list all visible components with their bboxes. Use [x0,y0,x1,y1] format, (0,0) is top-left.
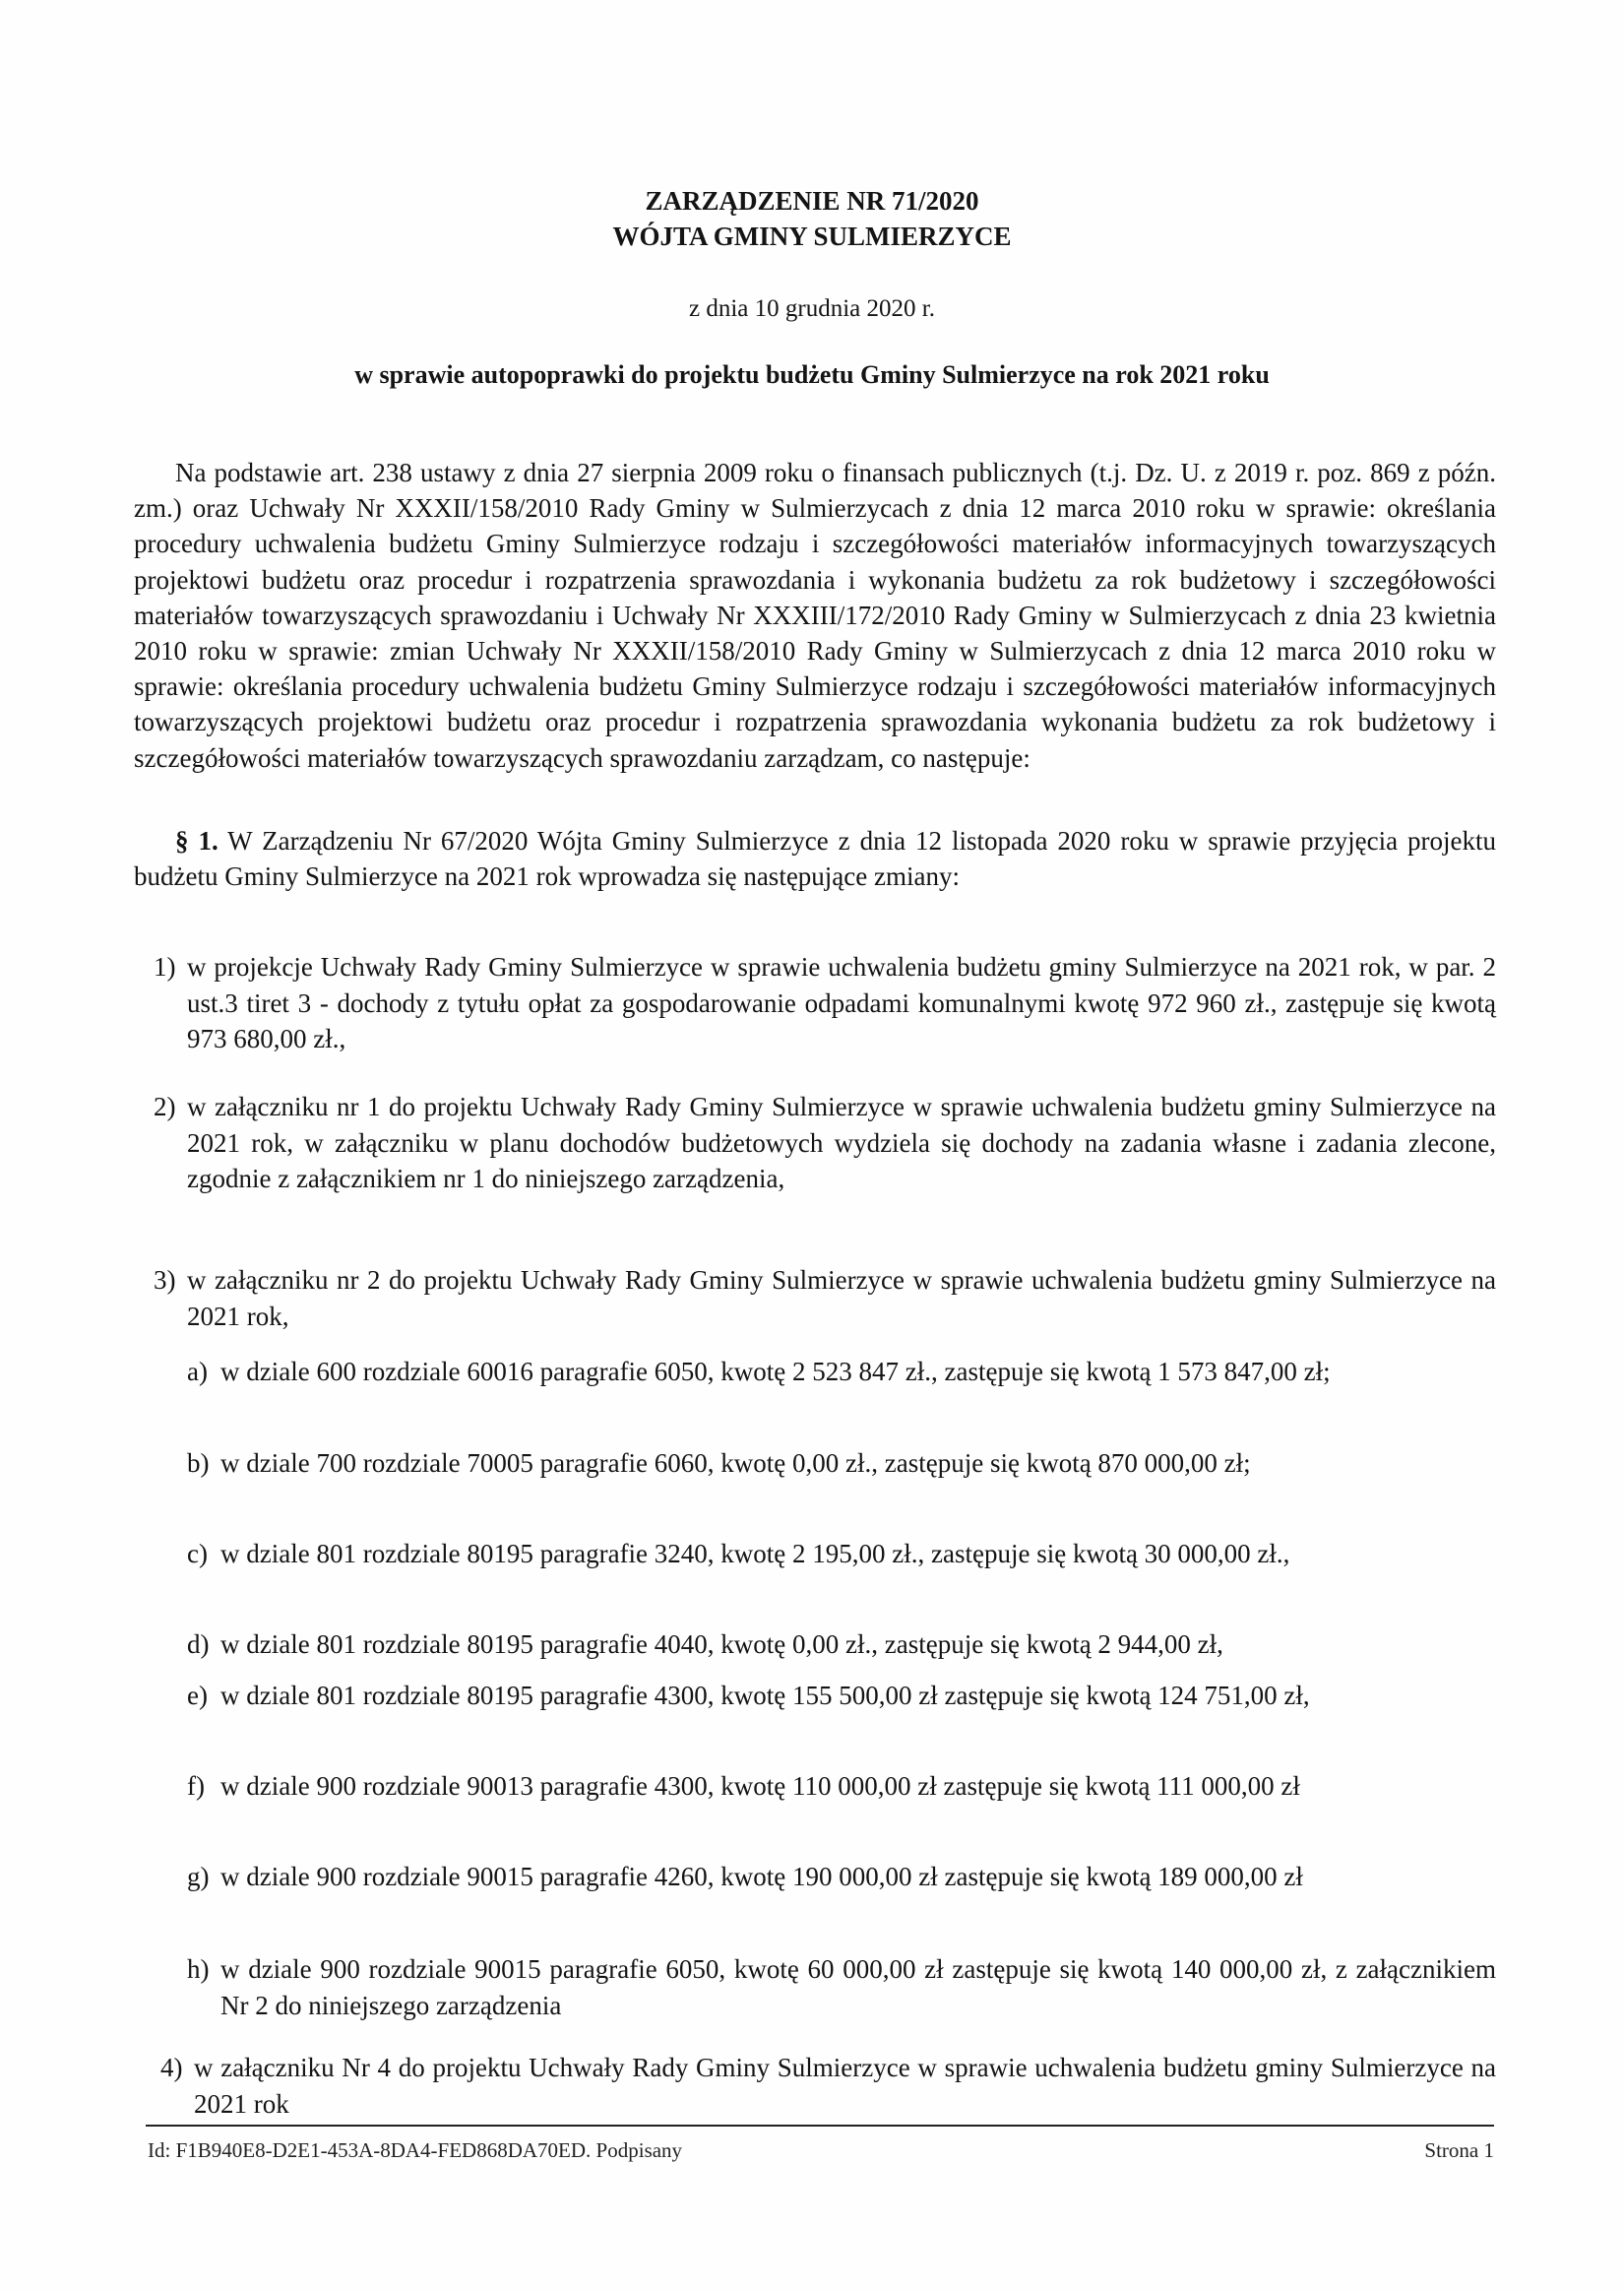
footer-page-number: Strona 1 [1424,2138,1494,2162]
list-item-number: 2) [154,1092,176,1121]
footer-divider [146,2125,1494,2127]
sub-list-item-letter: h) [187,1954,210,1984]
sub-list-item-text: w dziale 700 rozdziale 70005 paragrafie 6060, kwotę 0,00 zł., zastępuje się kwotą 870 000,00 zł; [220,1448,1251,1478]
sub-list-item-text: w dziale 600 rozdziale 60016 paragrafie 6050, kwotę 2 523 847 zł., zastępuje się kwotą 1 573 847,00 zł; [220,1357,1331,1386]
list-item-text: w załączniku Nr 4 do projektu Uchwały Rady Gminy Sulmierzyce w sprawie uchwalenia budżetu gminy Sulmierzyce na 2021 rok [194,2053,1496,2119]
sub-list-item [187,1536,1496,1572]
list-item [154,949,1496,1057]
list-item-number: 4) [160,2053,183,2082]
title-line-2: WÓJTA GMINY SULMIERZYCE [612,222,1012,251]
sub-list-item [187,1768,1496,1805]
list-item [154,1262,1496,1334]
list-item-number: 3) [154,1265,176,1295]
sub-list-item-text: w dziale 900 rozdziale 90015 paragrafie 6050, kwotę 60 000,00 zł zastępuje się kwotą 140 000,00 zł, z załącznikiem Nr 2 do niniejszego zarządzenia [220,1954,1496,2020]
sub-list-item-letter: g) [187,1862,210,1891]
sub-list-item-text: w dziale 801 rozdziale 80195 paragrafie 3240, kwotę 2 195,00 zł., zastępuje się kwotą 30 000,00 zł., [220,1539,1290,1568]
title-line-1: ZARZĄDZENIE NR 71/2020 [645,186,979,216]
sub-list-item [187,1626,1496,1663]
list-item-text: w projekcje Uchwały Rady Gminy Sulmierzyce w sprawie uchwalenia budżetu gminy Sulmierzyce na 2021 rok, w par. 2 ust.3 tiret 3 - dochody z tytułu opłat za gospodarowanie odpadami komunalnymi kwotę 972 960 zł., zastępuje się kwotą 973 680,00 zł., [187,952,1496,1053]
list-item-number: 1) [154,952,176,982]
sub-list-item-letter: e) [187,1681,208,1710]
footer-document-id: Id: F1B940E8-D2E1-453A-8DA4-FED868DA70ED. Podpisany [148,2138,683,2162]
section-1-label: § 1. [175,826,219,856]
sub-list-item-letter: b) [187,1448,210,1478]
sub-list-item [187,1678,1496,1714]
section-1-paragraph [134,823,1496,894]
sub-list-item-letter: c) [187,1539,208,1568]
list-item [160,2050,1496,2122]
sub-list-item-text: w dziale 801 rozdziale 80195 paragrafie 4040, kwotę 0,00 zł., zastępuje się kwotą 2 944,00 zł, [220,1629,1223,1659]
legal-basis-paragraph: Na podstawie art. 238 ustawy z dnia 27 sierpnia 2009 roku o finansach publicznych (t.j. Dz. U. z 2019 r. poz. 869 z późn. zm.) oraz Uchwały Nr XXXII/158/2010 Rady Gminy w Sulmierzycach z dnia 12 marca 2010 roku w sprawie: określania procedury uchwalenia budżetu Gminy Sulmierzyce rodzaju i szczegółowości materiałów informacyjnych towarzyszących projektowi budżetu oraz procedur i rozpatrzenia sprawozdania i wykonania budżetu za rok budżetowy i szczegółowości materiałów towarzyszących sprawozdaniu i Uchwały Nr XXXIII/172/2010 Rady Gminy w Sulmierzycach z dnia 23 kwietnia 2010 roku w sprawie: zmian Uchwały Nr XXXII/158/2010 Rady Gminy w Sulmierzycach z dnia 12 marca 2010 roku w sprawie: określania procedury uchwalenia budżetu Gminy Sulmierzyce rodzaju i szczegółowości materiałów informacyjnych towarzyszących projektowi budżetu oraz procedur i rozpatrzenia sprawozdania wykonania budżetu za rok budżetowy i szczegółowości materiałów towarzyszących sprawozdaniu zarządzam, co następuje: [134,458,1496,773]
sub-list-item-letter: a) [187,1357,208,1386]
sub-list-item-text: w dziale 801 rozdziale 80195 paragrafie 4300, kwotę 155 500,00 zł zastępuje się kwotą 124 751,00 zł, [220,1681,1310,1710]
sub-list-item-text: w dziale 900 rozdziale 90013 paragrafie 4300, kwotę 110 000,00 zł zastępuje się kwotą 111 000,00 zł [220,1771,1300,1801]
document-title [0,183,1624,254]
sub-list-item [187,1951,1496,2023]
sub-list-item-letter: f) [187,1771,205,1801]
sub-list-item [187,1354,1496,1390]
document-subject: w sprawie autopoprawki do projektu budżetu Gminy Sulmierzyce na rok 2021 roku [354,360,1270,389]
list-item [154,1089,1496,1197]
section-1-text: W Zarządzeniu Nr 67/2020 Wójta Gminy Sulmierzyce z dnia 12 listopada 2020 roku w sprawie przyjęcia projektu budżetu Gminy Sulmierzyce na 2021 rok wprowadza się następujące zmiany: [134,826,1496,892]
sub-list-item-text: w dziale 900 rozdziale 90015 paragrafie 4260, kwotę 190 000,00 zł zastępuje się kwotą 189 000,00 zł [220,1862,1303,1891]
document-date: z dnia 10 grudnia 2020 r. [689,295,935,322]
list-item-text: w załączniku nr 1 do projektu Uchwały Rady Gminy Sulmierzyce w sprawie uchwalenia budżetu gminy Sulmierzyce na 2021 rok, w załączniku w planu dochodów budżetowych wydziela się dochody na zadania własne i zadania zlecone, zgodnie z załącznikiem nr 1 do niniejszego zarządzenia, [187,1092,1496,1193]
sub-list-item [187,1445,1496,1482]
list-item-text: w załączniku nr 2 do projektu Uchwały Rady Gminy Sulmierzyce w sprawie uchwalenia budżetu gminy Sulmierzyce na 2021 rok, [187,1265,1496,1331]
sub-list-item [187,1859,1496,1895]
sub-list-item-letter: d) [187,1629,210,1659]
